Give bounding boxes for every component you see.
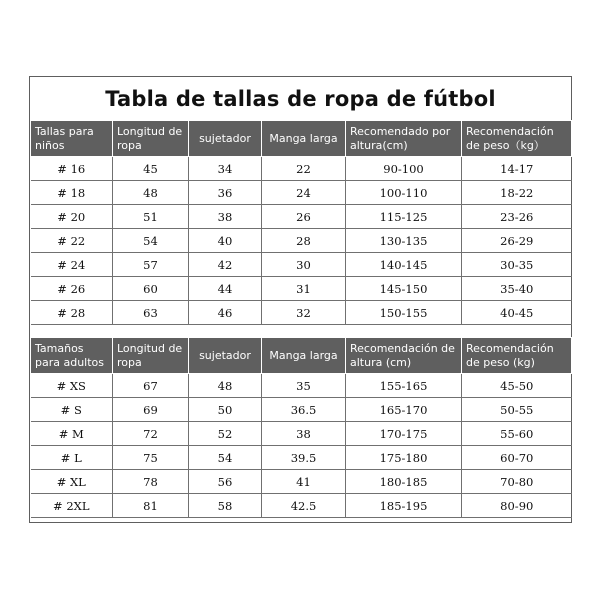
kids-header-size: Tallas para niños [31,121,113,157]
table-cell: 26-29 [462,229,572,253]
table-row [31,229,572,253]
table-cell: 72 [113,422,189,446]
table-cell: # XS [31,374,113,398]
table-cell: 50 [189,398,262,422]
table-row [31,157,572,181]
table-cell: 180-185 [346,470,462,494]
table-cell: 48 [189,374,262,398]
table-cell: 81 [113,494,189,518]
table-cell: 57 [113,253,189,277]
table-cell: 55-60 [462,422,572,446]
chart-title: Tabla de tallas de ropa de fútbol [105,86,496,111]
table-cell: 100-110 [346,181,462,205]
kids-header-weight: Recomendación de peso（kg） [462,121,572,157]
table-cell: # XL [31,470,113,494]
table-cell: 35-40 [462,277,572,301]
table-cell: 130-135 [346,229,462,253]
table-cell: 50-55 [462,398,572,422]
table-cell: 51 [113,205,189,229]
table-cell: 165-170 [346,398,462,422]
table-cell: # 18 [31,181,113,205]
table-cell: 36 [189,181,262,205]
table-cell: 75 [113,446,189,470]
table-cell: 115-125 [346,205,462,229]
table-cell: 69 [113,398,189,422]
table-cell: 58 [189,494,262,518]
table-cell: 34 [189,157,262,181]
table-row [31,422,572,446]
table-cell: 46 [189,301,262,325]
table-cell: 42.5 [262,494,346,518]
table-row [31,446,572,470]
adults-header-weight: Recomendación de peso (kg) [462,338,572,374]
table-cell: 39.5 [262,446,346,470]
table-cell: 26 [262,205,346,229]
table-cell: 28 [262,229,346,253]
table-cell: 56 [189,470,262,494]
table-cell: 54 [113,229,189,253]
kids-table-body [31,157,572,325]
kids-header-length: Longitud de ropa [113,121,189,157]
table-cell: 150-155 [346,301,462,325]
table-cell: 38 [262,422,346,446]
adults-header-height: Recomendación de altura (cm) [346,338,462,374]
table-cell: 35 [262,374,346,398]
table-cell: 18-22 [462,181,572,205]
adults-header-sleeve: Manga larga [262,338,346,374]
table-cell: 36.5 [262,398,346,422]
table-row [31,181,572,205]
adults-header-chest: sujetador [189,338,262,374]
table-cell: 140-145 [346,253,462,277]
table-row [31,398,572,422]
table-cell: 45 [113,157,189,181]
kids-header-height: Recomendado por altura(cm) [346,121,462,157]
table-row [31,253,572,277]
table-cell: 78 [113,470,189,494]
size-chart [29,76,572,523]
table-cell: 90-100 [346,157,462,181]
table-cell: 40-45 [462,301,572,325]
kids-header-chest: sujetador [189,121,262,157]
table-cell: 14-17 [462,157,572,181]
table-row [31,374,572,398]
table-row [31,205,572,229]
table-cell: 70-80 [462,470,572,494]
table-cell: 145-150 [346,277,462,301]
table-row [31,277,572,301]
table-row [31,494,572,518]
adults-table-body [31,374,572,518]
table-cell: # L [31,446,113,470]
table-cell: 42 [189,253,262,277]
table-cell: 60 [113,277,189,301]
adults-header-length: Longitud de ropa [113,338,189,374]
table-cell: 30 [262,253,346,277]
kids-header-sleeve: Manga larga [262,121,346,157]
table-cell: 155-165 [346,374,462,398]
table-cell: 185-195 [346,494,462,518]
kids-header-row [31,121,572,157]
adults-header-row [31,338,572,374]
table-cell: 80-90 [462,494,572,518]
table-cell: 32 [262,301,346,325]
adults-size-table [30,337,572,518]
table-cell: 41 [262,470,346,494]
table-cell: # 22 [31,229,113,253]
table-cell: # S [31,398,113,422]
table-cell: 67 [113,374,189,398]
table-cell: 48 [113,181,189,205]
table-cell: 22 [262,157,346,181]
table-cell: 40 [189,229,262,253]
table-cell: 63 [113,301,189,325]
table-cell: 52 [189,422,262,446]
adults-header-size: Tamaños para adultos [31,338,113,374]
table-cell: # 2XL [31,494,113,518]
table-cell: # 26 [31,277,113,301]
table-cell: # 24 [31,253,113,277]
table-cell: 54 [189,446,262,470]
table-cell: 38 [189,205,262,229]
table-cell: 30-35 [462,253,572,277]
table-cell: 24 [262,181,346,205]
table-cell: # 16 [31,157,113,181]
table-cell: 45-50 [462,374,572,398]
table-cell: 170-175 [346,422,462,446]
table-cell: 31 [262,277,346,301]
table-row [31,470,572,494]
kids-size-table [30,120,572,325]
table-cell: 44 [189,277,262,301]
table-cell: 175-180 [346,446,462,470]
table-cell: 23-26 [462,205,572,229]
table-cell: # 20 [31,205,113,229]
table-cell: 60-70 [462,446,572,470]
table-row [31,301,572,325]
table-cell: # M [31,422,113,446]
table-cell: # 28 [31,301,113,325]
